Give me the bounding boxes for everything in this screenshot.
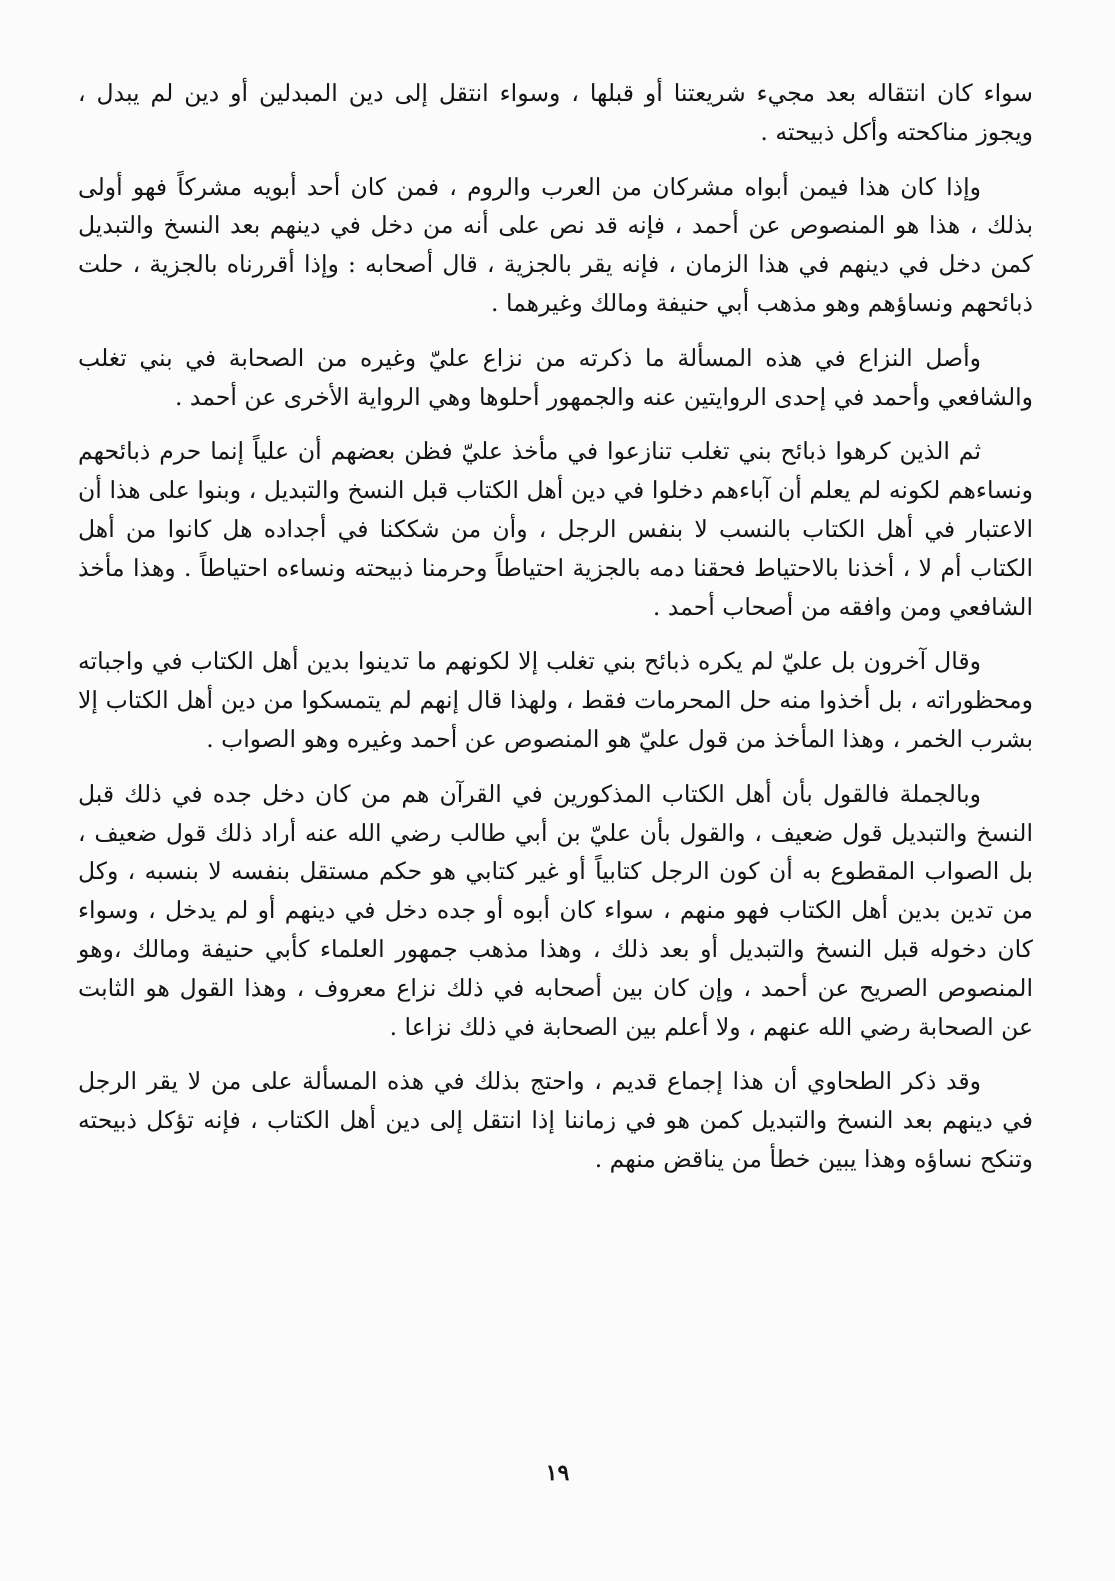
paragraph-4: ثم الذين كرهوا ذبائح بني تغلب تنازعوا في مأخذ عليّ فظن بعضهم أن علياً إنما حرم ذبائحهم ونساءهم لكونه لم يعلم أن آباءهم دخلوا في دين أهل الكتاب قبل النسخ والتبديل ، وبنوا على هذا أن الاعتبار في أهل الكتاب بالنسب لا بنفس الرجل ، وأن من شككنا في أجداده هل كانوا من أهل الكتاب أم لا ، أخذنا بالاحتياط فحقنا دمه بالجزية احتياطاً وحرمنا ذبيحته ونساءه احتياطاً . وهذا مأخذ الشافعي ومن وافقه من أصحاب أحمد . bbox=[78, 437, 1033, 621]
paragraph-1: سواء كان انتقاله بعد مجيء شريعتنا أو قبلها ، وسواء انتقل إلى دين المبدلين أو دين لم يبدل ، ويجوز مناكحته وأكل ذبيحته . bbox=[78, 79, 1033, 146]
paragraph-7: وقد ذكر الطحاوي أن هذا إجماع قديم ، واحتج بذلك في هذه المسألة على من لا يقر الرجل في دينهم بعد النسخ والتبديل كمن هو في زماننا إذا انتقل إلى دين أهل الكتاب ، فإنه تؤكل ذبيحته وتنكح نساؤه وهذا يبين خطأ من يناقض منهم . bbox=[78, 1067, 1033, 1173]
page-number: ١٩ bbox=[545, 1460, 570, 1486]
paragraph-3: وأصل النزاع في هذه المسألة ما ذكرته من نزاع عليّ وغيره من الصحابة في بني تغلب والشافعي وأحمد في إحدى الروايتين عنه والجمهور أحلوها وهي الرواية الأخرى عن أحمد . bbox=[78, 343, 1033, 411]
paragraph-6: وبالجملة فالقول بأن أهل الكتاب المذكورين في القرآن هم من كان دخل جده في ذلك قبل النسخ والتبديل قول ضعيف ، والقول بأن عليّ بن أبي طالب رضي الله عنه أراد ذلك قول ضعيف ، بل الصواب المقطوع به أن كون الرجل كتابياً أو غير كتابي هو حكم مستقل بنفسه لا بنسبه ، وكل من تدين بدين أهل الكتاب فهو منهم ، سواء كان أبوه أو جده دخل في دينهم أو لم يدخل ، وسواء كان دخوله قبل النسخ والتبديل أو بعد ذلك ، وهذا مذهب جمهور العلماء كأبي حنيفة ومالك ،وهو المنصوص الصريح عن أحمد ، وإن كان بين أصحابه في ذلك نزاع معروف ، وهذا القول هو الثابت عن الصحابة رضي الله عنهم ، ولا أعلم بين الصحابة في ذلك نزاعا . bbox=[78, 779, 1033, 1041]
paragraph-2: وإذا كان هذا فيمن أبواه مشركان من العرب والروم ، فمن كان أحد أبويه مشركاً فهو أولى بذلك ، هذا هو المنصوص عن أحمد ، فإنه قد نص على أنه من دخل في دينهم بعد النسخ والتبديل كمن دخل في دينهم في هذا الزمان ، فإنه يقر بالجزية ، قال أصحابه : وإذا أقررناه بالجزية ، حلت ذبائحهم ونساؤهم وهو مذهب أبي حنيفة ومالك وغيرهما . bbox=[78, 172, 1033, 317]
paragraph-5: وقال آخرون بل عليّ لم يكره ذبائح بني تغلب إلا لكونهم ما تدينوا بدين أهل الكتاب في واجباته ومحظوراته ، بل أخذوا منه حل المحرمات فقط ، ولهذا قال إنهم لم يتمسكوا من دين أهل الكتاب إلا بشرب الخمر ، وهذا المأخذ من قول عليّ هو المنصوص عن أحمد وغيره وهو الصواب . bbox=[78, 647, 1033, 753]
body-text bbox=[78, 74, 1033, 1179]
